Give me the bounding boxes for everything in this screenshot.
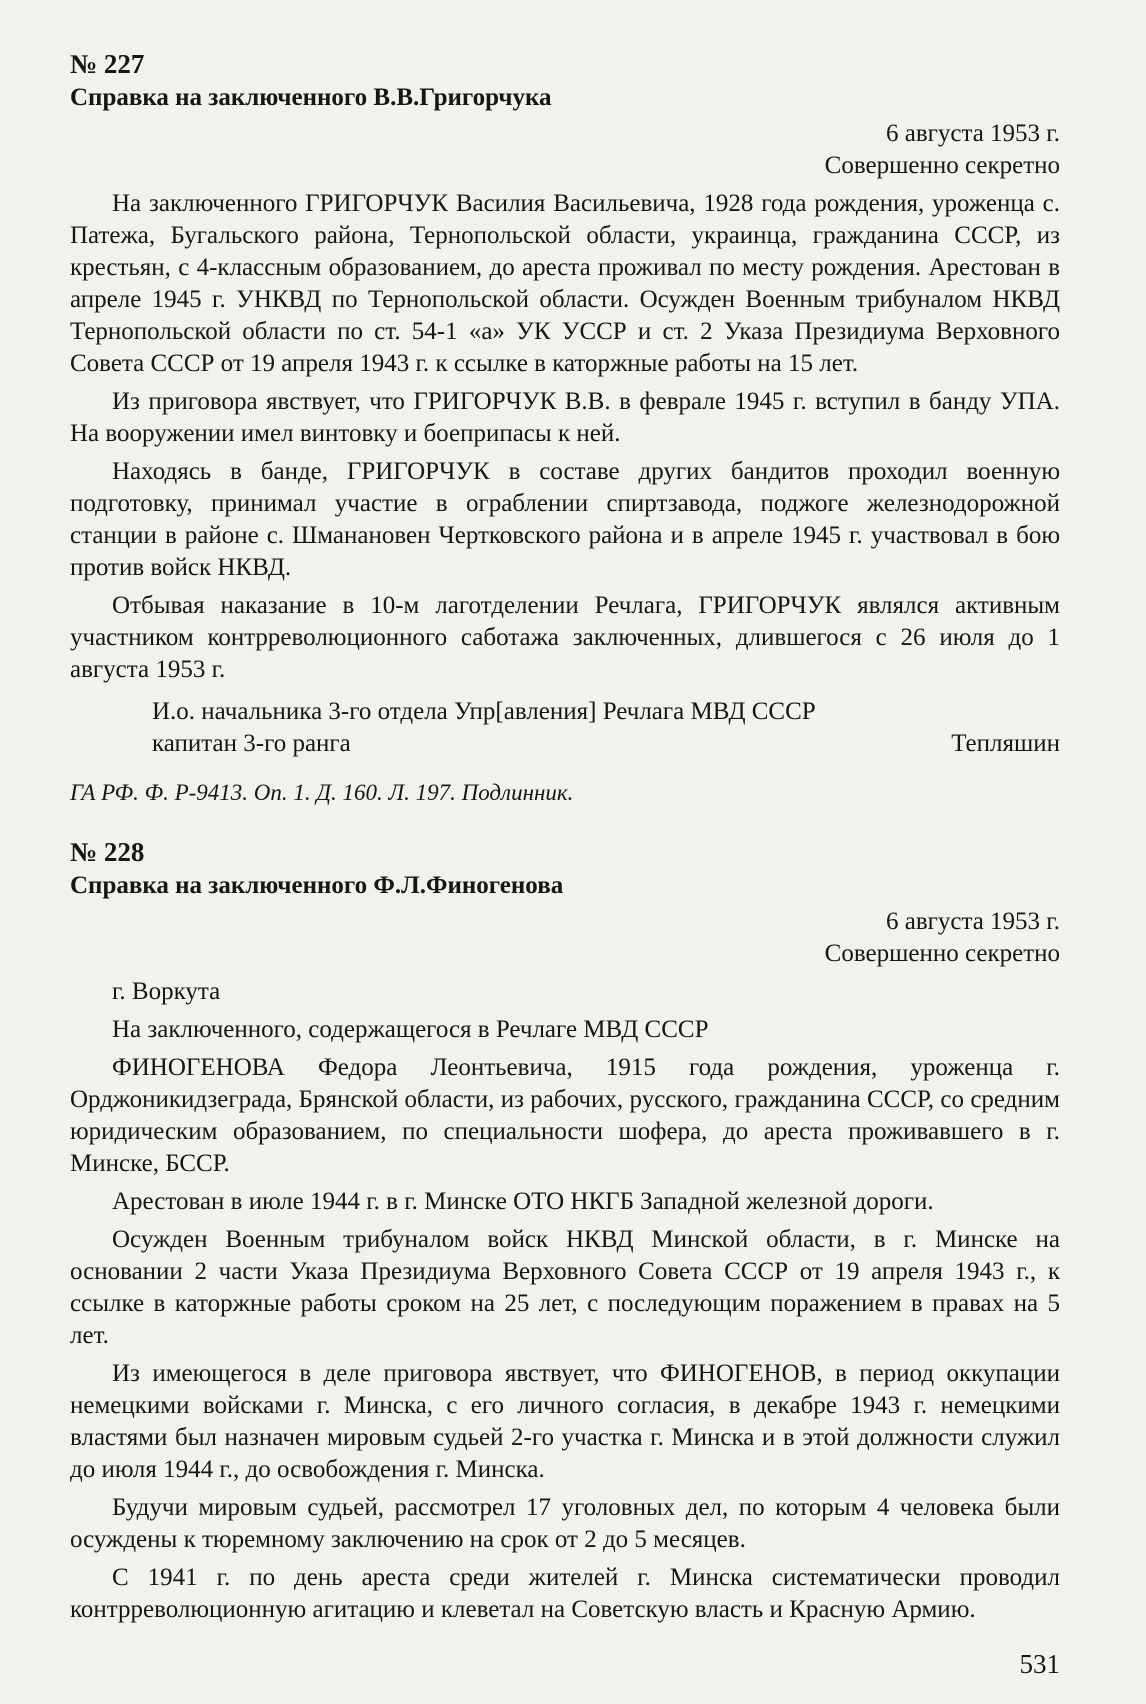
signature-position: И.о. начальника 3-го отдела Упр[авления] Речлага МВД СССР <box>152 698 816 725</box>
paragraph: Арестован в июле 1944 г. в г. Минске ОТО НКГБ Западной железной дороги. <box>112 1188 934 1215</box>
paragraph: Будучи мировым судьей, рассмотрел 17 уголовных дел, по которым 4 человека были осуждены к тюремному заключению на срок от 2 до 5 месяцев. <box>70 1494 1060 1553</box>
signature-rank: капитан 3-го ранга <box>152 730 351 757</box>
document-intro: На заключенного, содержащегося в Речлаге МВД СССР <box>112 1016 709 1043</box>
paragraph: Осужден Военным трибуналом войск НКВД Минской области, в г. Минске на основании 2 части Указа Президиума Верховного Совета СССР от 19 апреля 1943 г., к ссылке в каторжные работы сроком на 25 лет, с последующим поражением в правах на 5 лет. <box>70 1226 1060 1349</box>
paragraph: Находясь в банде, ГРИГОРЧУК в составе других бандитов проходил военную подготовку, принимал участие в ограблении спиртзавода, поджоге железнодорожной станции в районе с. Шманановен Чертковского района и в апреле 1945 г. участвовал в бою против войск НКВД. <box>70 458 1060 581</box>
paragraph: С 1941 г. по день ареста среди жителей г. Минска систематически проводил контрреволюционную агитацию и клеветал на Советскую власть и Красную Армию. <box>70 1564 1060 1623</box>
page-number: 531 <box>1019 1649 1060 1679</box>
document-date: 6 августа 1953 г. <box>885 120 1060 147</box>
document-page <box>70 40 1060 1680</box>
paragraph: Из имеющегося в деле приговора явствует, что ФИНОГЕНОВ, в период оккупации немецкими войсками г. Минска, с его личного согласия, в декабре 1943 г. немецкими властями был назначен мировым судьей 2-го участка г. Минска и в этой должности служил до июля 1944 г., до освобождения г. Минска. <box>70 1360 1060 1483</box>
archive-reference: ГА РФ. Ф. Р-9413. Оп. 1. Д. 160. Л. 197. Подлинник. <box>70 780 574 805</box>
paragraph: Отбывая наказание в 10-м лаготделении Речлага, ГРИГОРЧУК являлся активным участником контрреволюционного саботажа заключенных, длившегося с 26 июля до 1 августа 1953 г. <box>70 592 1060 683</box>
signature-name: Тепляшин <box>951 730 1060 757</box>
document-227 <box>70 48 1060 808</box>
document-number: № 227 <box>70 49 145 79</box>
signature-block <box>152 696 1060 760</box>
paragraph: На заключенного ГРИГОРЧУК Василия Васильевича, 1928 года рождения, уроженца с. Патежа, Бугальского района, Тернопольской области, украинца, гражданина СССР, из крестьян, с 4-классным образованием, до ареста проживал по месту рождения. Арестован в апреле 1945 г. УНКВД по Тернопольской области. Осужден Военным трибуналом НКВД Тернопольской области по ст. 54-1 «а» УК УССР и ст. 2 Указа Президиума Верховного Совета СССР от 19 апреля 1943 г. к ссылке в каторжные работы на 15 лет. <box>70 190 1060 377</box>
document-228 <box>70 836 1060 1626</box>
document-number: № 228 <box>70 837 145 867</box>
document-date: 6 августа 1953 г. <box>885 908 1060 935</box>
paragraph: ФИНОГЕНОВА Федора Леонтьевича, 1915 года рождения, уроженца г. Орджоникидзеграда, Брянской области, из рабочих, русского, гражданина СССР, со средним юридическим образованием, по специальности шофера, до ареста проживавшего в г. Минске, БССР. <box>70 1054 1060 1177</box>
document-title: Справка на заключенного В.В.Григорчука <box>70 84 552 111</box>
paragraph: Из приговора явствует, что ГРИГОРЧУК В.В. в феврале 1945 г. вступил в банду УПА. На вооружении имел винтовку и боеприпасы к ней. <box>70 388 1060 447</box>
document-title: Справка на заключенного Ф.Л.Финогенова <box>70 872 564 899</box>
classification-stamp: Совершенно секретно <box>824 152 1060 179</box>
document-place: г. Воркута <box>112 978 221 1005</box>
classification-stamp: Совершенно секретно <box>824 940 1060 967</box>
